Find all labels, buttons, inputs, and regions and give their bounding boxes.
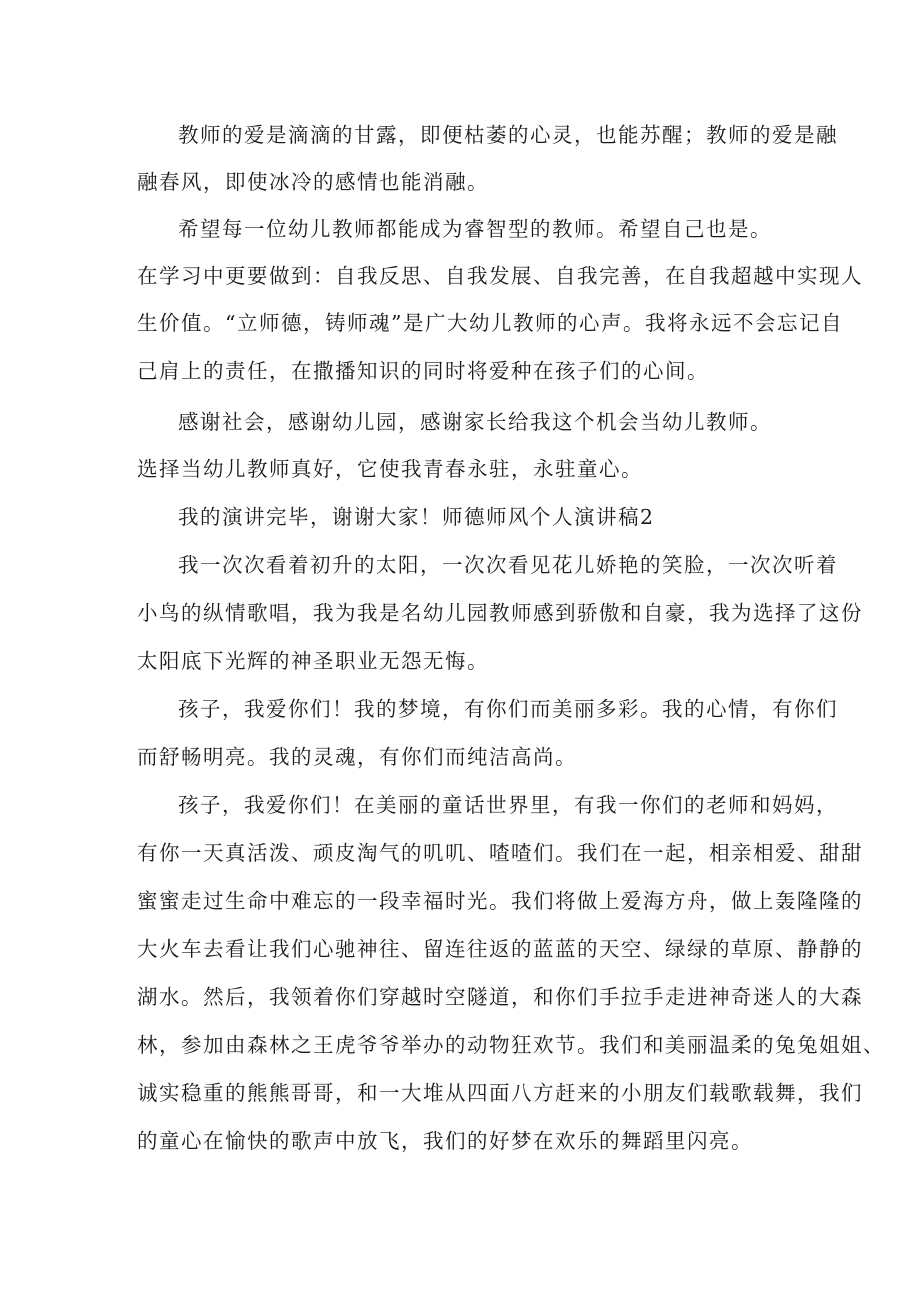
text-line: 的童心在愉快的歌声中放飞，我们的好梦在欢乐的舞蹈里闪亮。 [137, 1129, 753, 1153]
text-line: 太阳底下光辉的神圣职业无怨无悔。 [137, 649, 489, 673]
text-line: 融春风，即使冰冷的感情也能消融。 [137, 170, 489, 194]
text-line: 在学习中更要做到：自我反思、自我发展、自我完善，在自我超越中实现人 [137, 264, 863, 288]
text-line: 教师的爱是滴滴的甘露，即便枯萎的心灵，也能苏醒；教师的爱是融 [178, 123, 838, 147]
text-line: 己肩上的责任，在撒播知识的同时将爱种在孩子们的心间。 [137, 359, 709, 383]
text-line: 孩子，我爱你们！我的梦境，有你们而美丽多彩。我的心情，有你们 [178, 697, 838, 721]
text-line: 孩子，我爱你们！在美丽的童话世界里，有我一你们的老师和妈妈， [178, 793, 838, 817]
text-line: 而舒畅明亮。我的灵魂，有你们而纯洁高尚。 [137, 745, 577, 769]
text-line: 选择当幼儿教师真好，它使我青春永驻，永驻童心。 [137, 457, 643, 481]
text-line: 我一次次看着初升的太阳，一次次看见花儿娇艳的笑脸，一次次听着 [178, 553, 838, 577]
text-line: 生价值。“立师德，铸师魂”是广大幼儿教师的心声。我将永远不会忘记自 [137, 311, 843, 335]
text-line: 林，参加由森林之王虎爷爷举办的动物狂欢节。我们和美丽温柔的兔兔姐姐、 [137, 1033, 885, 1057]
text-line: 蜜蜜走过生命中难忘的一段幸福时光。我们将做上爱海方舟，做上轰隆隆的 [137, 889, 863, 913]
text-line: 湖水。然后，我领着你们穿越时空隧道，和你们手拉手走进神奇迷人的大森 [137, 985, 863, 1009]
text-line: 有你一天真活泼、顽皮淘气的叽叽、喳喳们。我们在一起，相亲相爱、甜甜 [137, 841, 863, 865]
text-line: 小鸟的纵情歌唱，我为我是名幼儿园教师感到骄傲和自豪，我为选择了这份 [137, 601, 863, 625]
section-heading: 我的演讲完毕，谢谢大家！师德师风个人演讲稿2 [178, 505, 655, 529]
text-line: 大火车去看让我们心驰神往、留连往返的蓝蓝的天空、绿绿的草原、静静的 [137, 937, 863, 961]
text-line: 希望每一位幼儿教师都能成为睿智型的教师。希望自己也是。 [178, 217, 772, 241]
text-line: 感谢社会，感谢幼儿园，感谢家长给我这个机会当幼儿教师。 [178, 410, 772, 434]
text-line: 诚实稳重的熊熊哥哥，和一大堆从四面八方赶来的小朋友们载歌载舞，我们 [137, 1081, 863, 1105]
